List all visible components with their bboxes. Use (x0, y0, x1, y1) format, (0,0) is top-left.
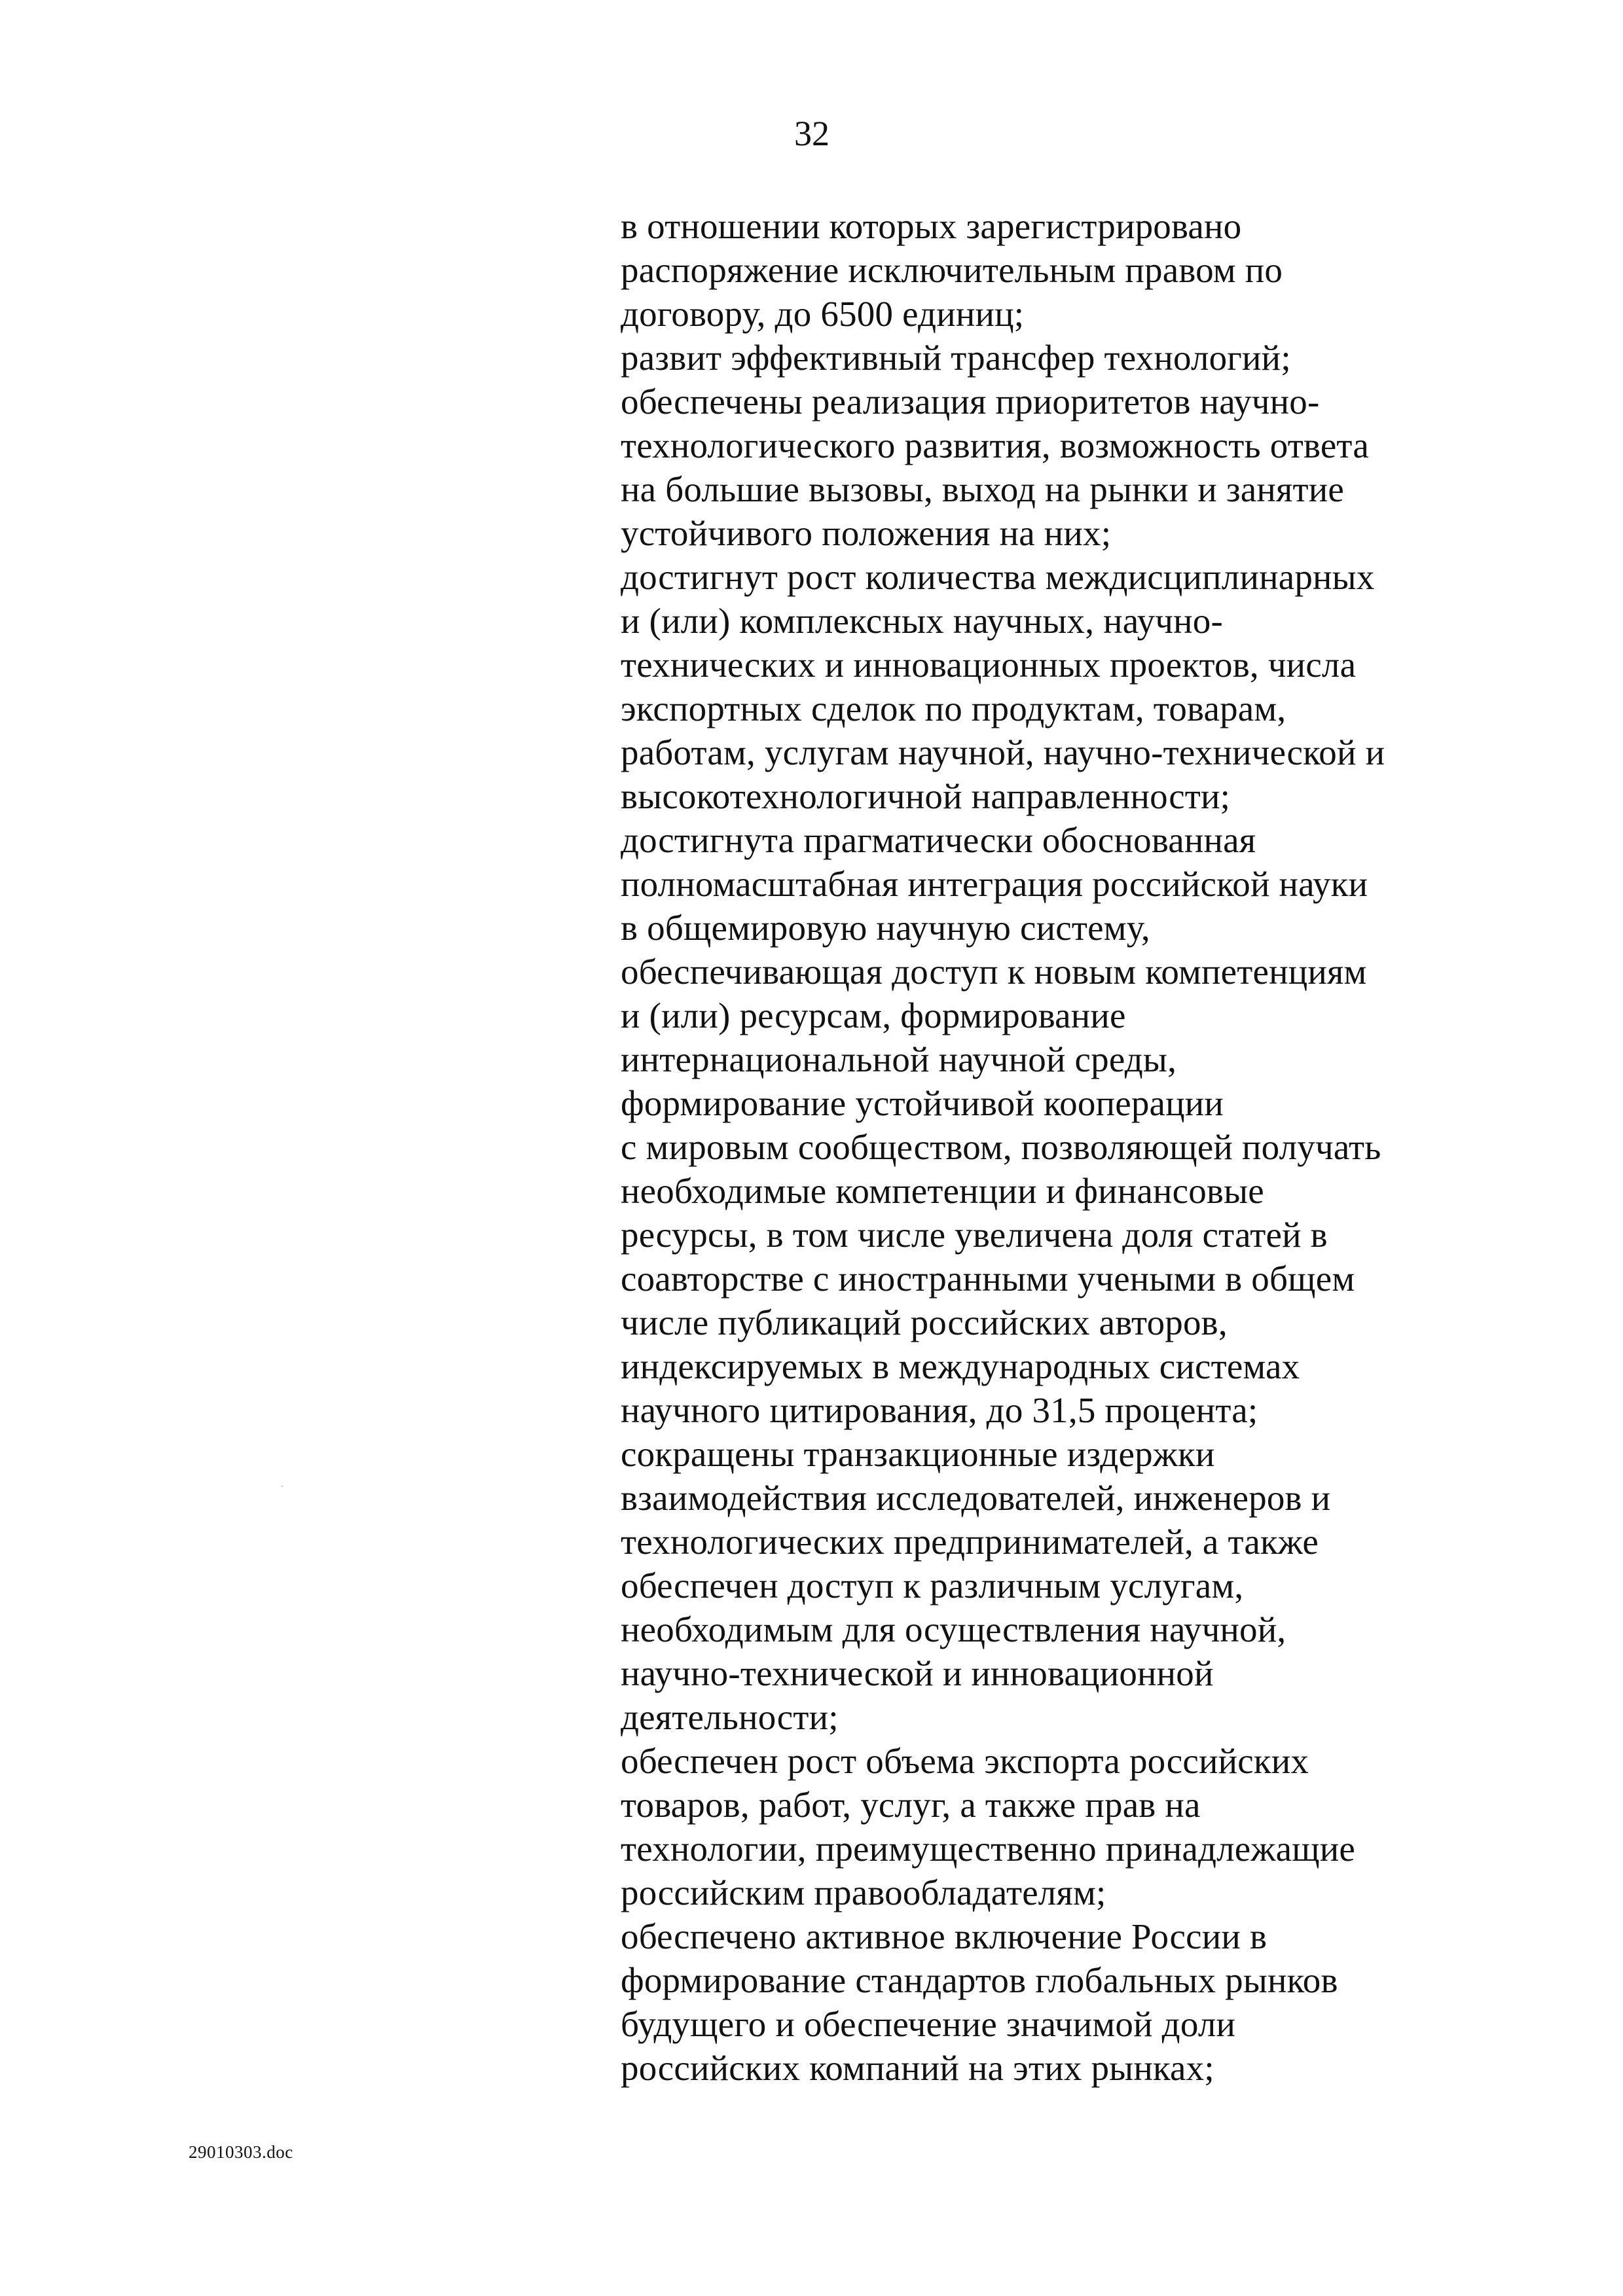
text-line: необходимым для осуществления научной, (621, 1609, 1286, 1649)
text-line: научного цитирования, до 31,5 процента; (621, 1390, 1258, 1430)
text-line: формирование устойчивой кооперации (621, 1083, 1224, 1123)
text-line: взаимодействия исследователей, инженеров и (621, 1478, 1331, 1518)
page-number: 32 (794, 114, 830, 153)
scan-speck (282, 1486, 283, 1487)
text-line: необходимые компетенции и финансовые (621, 1171, 1264, 1211)
text-line: технологии, преимущественно принадлежащие (621, 1829, 1356, 1869)
text-line: российских компаний на этих рынках; (621, 2048, 1214, 2088)
text-line: обеспечен доступ к различным услугам, (621, 1566, 1244, 1605)
text-line: полномасштабная интеграция российской науки (621, 864, 1368, 904)
text-line: распоряжение исключительным правом по (621, 250, 1283, 290)
text-line: достигнута прагматически обоснованная (621, 820, 1256, 860)
text-line: индексируемых в международных системах (621, 1346, 1300, 1386)
text-line: обеспечены реализация приоритетов научно- (621, 382, 1320, 422)
file-name-footer: 29010303.doc (189, 2142, 293, 2162)
text-line: будущего и обеспечение значимой доли (621, 2004, 1236, 2044)
text-line: устойчивого положения на них; (621, 513, 1112, 553)
text-line: развит эффективный трансфер технологий; (621, 338, 1291, 378)
text-line: товаров, работ, услуг, а также прав на (621, 1785, 1201, 1825)
text-line: научно-технической и инновационной (621, 1653, 1214, 1693)
text-line: деятельности; (621, 1697, 839, 1737)
text-line: достигнут рост количества междисциплинарных (621, 557, 1375, 597)
text-line: обеспечен рост объема экспорта российских (621, 1741, 1309, 1781)
text-line: в отношении которых зарегистрировано (621, 206, 1242, 246)
text-line: формирование стандартов глобальных рынков (621, 1960, 1338, 2000)
text-line: технологических предпринимателей, а также (621, 1522, 1319, 1562)
text-line: в общемировую научную систему, (621, 908, 1150, 948)
text-line: соавторстве с иностранными учеными в общем (621, 1259, 1355, 1299)
text-line: договору, до 6500 единиц; (621, 294, 1025, 334)
text-line: обеспечивающая доступ к новым компетенциям (621, 952, 1367, 992)
text-line: ресурсы, в том числе увеличена доля статей в (621, 1215, 1328, 1255)
text-line: числе публикаций российских авторов, (621, 1302, 1228, 1342)
text-line: высокотехнологичной направленности; (621, 776, 1231, 816)
text-line: экспортных сделок по продуктам, товарам, (621, 689, 1286, 728)
text-line: с мировым сообществом, позволяющей получать (621, 1127, 1381, 1167)
text-line: на большие вызовы, выход на рынки и занятие (621, 469, 1344, 509)
text-line: интернациональной научной среды, (621, 1039, 1177, 1079)
text-line: работам, услугам научной, научно-технической и (621, 732, 1385, 772)
text-line: и (или) комплексных научных, научно- (621, 601, 1224, 641)
text-line: технических и инновационных проектов, числа (621, 645, 1357, 685)
body-text (621, 204, 1498, 2090)
text-line: технологического развития, возможность ответа (621, 425, 1369, 465)
text-line: российским правообладателям; (621, 1873, 1106, 1912)
text-line: сокращены транзакционные издержки (621, 1434, 1215, 1474)
text-line: обеспечено активное включение России в (621, 1916, 1267, 1956)
text-line: и (или) ресурсам, формирование (621, 996, 1126, 1035)
